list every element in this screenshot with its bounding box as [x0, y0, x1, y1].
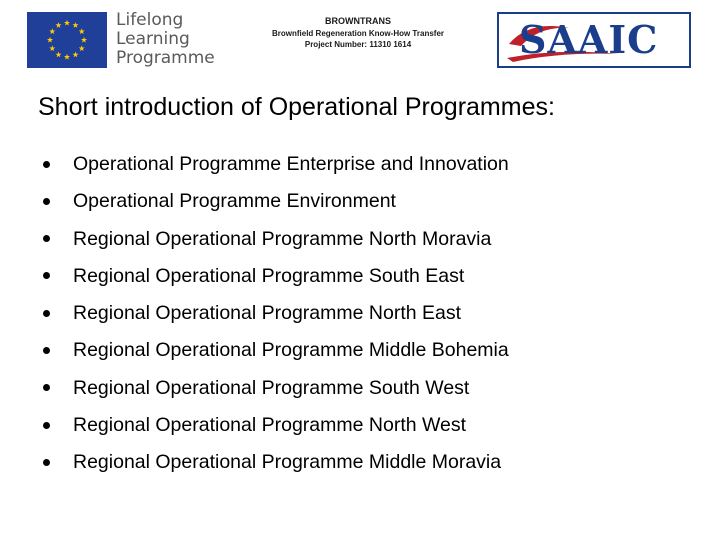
list-item-text: Regional Operational Programme North East: [73, 302, 462, 325]
bullet-icon: [43, 422, 50, 429]
bullet-icon: [43, 347, 50, 354]
eu-flag-icon: [27, 12, 107, 68]
llp-line-1: Lifelong: [116, 10, 184, 30]
list-item-text: Regional Operational Programme South West: [73, 376, 470, 399]
flag-star: [64, 54, 70, 60]
llp-line-2: Learning: [116, 29, 190, 49]
project-name: BROWNTRANS: [325, 16, 391, 26]
bullet-icon: [43, 235, 50, 242]
flag-star: [81, 37, 87, 43]
llp-logo-text: [116, 11, 215, 68]
flag-star: [49, 45, 55, 51]
llp-line-3: Programme: [116, 48, 215, 68]
bullet-icon: [43, 384, 50, 391]
list-item-text: Operational Programme Environment: [73, 190, 396, 213]
flag-star: [72, 22, 78, 28]
saaic-logo: [497, 12, 691, 68]
flag-star: [55, 52, 61, 58]
bullet-icon: [43, 198, 50, 205]
lifelong-learning-programme-logo: [27, 10, 217, 70]
list-item-text: Regional Operational Programme Middle Bohemia: [73, 339, 509, 362]
header: [0, 0, 720, 80]
flag-star: [49, 28, 55, 34]
saaic-logo-text: SAAIC: [519, 17, 659, 62]
flag-star: [72, 52, 78, 58]
eu-flag-graphic: [27, 12, 107, 68]
list-item-text: Regional Operational Programme North West: [73, 414, 467, 437]
flag-star: [79, 45, 85, 51]
list-item-text: Regional Operational Programme Middle Moravia: [73, 451, 502, 474]
flag-star: [79, 28, 85, 34]
project-subtitle: Brownfield Regeneration Know-How Transfer: [271, 29, 444, 38]
bullet-icon: [43, 161, 50, 168]
flag-star: [47, 37, 53, 43]
bullet-icon: [43, 459, 50, 466]
page-title: Short introduction of Operational Programmes:: [38, 93, 555, 121]
list-item-text: Operational Programme Enterprise and Innovation: [73, 153, 509, 175]
flag-star: [64, 20, 70, 26]
bullet-icon: [43, 272, 50, 279]
bullet-icon: [43, 310, 50, 317]
list-item-text: Regional Operational Programme North Moravia: [73, 227, 492, 250]
project-info: [230, 15, 486, 50]
project-number: Project Number: 11310 1614: [304, 40, 412, 49]
list-item-text: Regional Operational Programme South East: [73, 264, 465, 287]
flag-star: [55, 22, 61, 28]
